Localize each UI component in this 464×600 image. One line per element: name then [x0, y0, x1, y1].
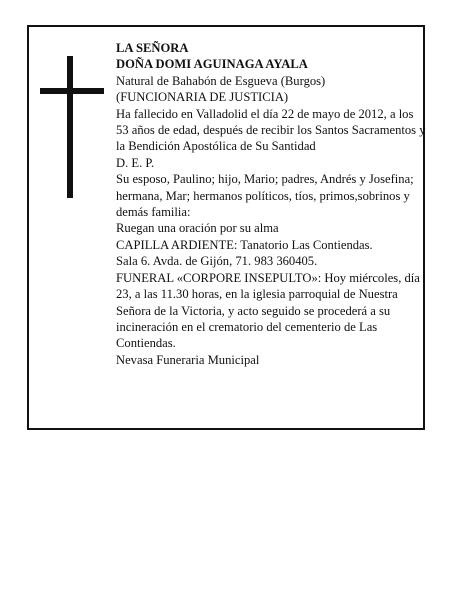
funeral-details: FUNERAL «CORPORE INSEPULTO»: Hoy miércoles, día 23, a las 11.30 horas, en la iglesia parroquial de Nuestra Señora de la Victoria, y acto seguido se procederá a su incineración en el crematorio del cementerio de Las Contiendas.: [116, 270, 420, 351]
death-statement: Ha fallecido en Valladolid el día 22 de mayo de 2012, a los 53 años de edad, después de recibir los Santos Sacramentos y la Bendición Apostólica de Su Santidad: [116, 106, 426, 154]
dep: D. E. P.: [116, 155, 155, 170]
cross-vertical-bar: [67, 56, 73, 198]
cross-horizontal-bar: [40, 88, 104, 94]
honorific: LA SEÑORA: [116, 41, 189, 55]
notice-text: [116, 40, 426, 368]
origin: Natural de Bahabón de Esgueva (Burgos): [116, 73, 326, 88]
occupation: (FUNCIONARIA DE JUSTICIA): [116, 90, 289, 105]
obituary-notice: [27, 25, 425, 430]
deceased-name: DOÑA DOMI AGUINAGA AYALA: [116, 57, 308, 72]
cross-icon: [40, 56, 104, 198]
chapel-line-1: CAPILLA ARDIENTE: Tanatorio Las Contiendas.: [116, 237, 373, 252]
chapel-line-2: Sala 6. Avda. de Gijón, 71. 983 360405.: [116, 254, 318, 269]
family: Su esposo, Paulino; hijo, Mario; padres, Andrés y Josefina; hermana, Mar; hermanos políticos, tíos, primos,sobrinos y demás familia:: [116, 172, 414, 220]
prayer-request: Ruegan una oración por su alma: [116, 221, 279, 236]
funeral-home: Nevasa Funeraria Municipal: [116, 352, 260, 367]
